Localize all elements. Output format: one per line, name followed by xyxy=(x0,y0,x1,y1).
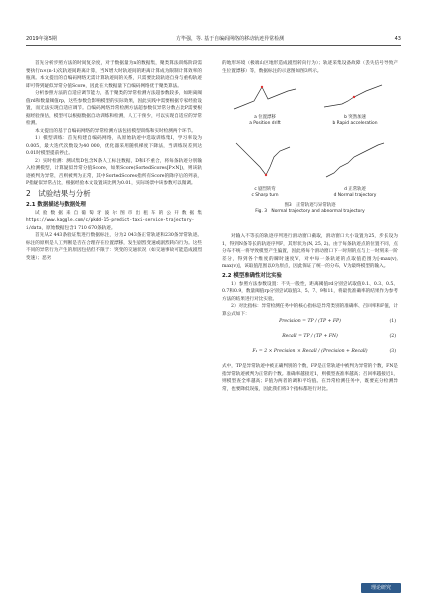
left-column xyxy=(26,60,202,262)
figure-caption-zh: 图3 正常轨迹与异常轨迹 xyxy=(284,203,336,208)
caption-c-zh: c 剧烈转弯 xyxy=(254,187,276,192)
equation-number: (1) xyxy=(389,319,396,324)
caption-a-zh: a 位置漂移 xyxy=(254,115,276,120)
position-drift-plot xyxy=(230,79,300,113)
equation-recall xyxy=(222,333,398,348)
paragraph: 首先从2 443条验证集进行数据标注，分为2 043条正常轨迹和230条异常轨迹。标注的原则是人工判断是否在合理存在位置漂移，发生剧烈变速或剧烈转向行为。这些不同的异常行为产生的原因包括但不限于：突变的交通状况（如交通事故可能造成剧烈变速）；恶劣 xyxy=(26,233,202,261)
paragraph: 首先分析步照方法的时间复杂度，对于数据量为n的数据集，聚类算法训练阶段需要执行n×(n-1)次轨迹间距离计算，当N增大时轨迹间的距离计算成为限制计算效率的瓶颈。本文提出的自编码网络无需计算轨迹间的关系，只需要比较轨迹自身与重构轨迹即可得到疑似异常分值Score，因此在大数据量下自编码网络优于聚类算法。 xyxy=(26,61,202,89)
dataset-text: 试验数据来自葡萄牙波尔图市出租车的公开数据集 xyxy=(35,210,202,216)
right-column xyxy=(222,60,398,393)
page-number: 43 xyxy=(394,36,401,42)
rapid-acceleration-plot xyxy=(320,79,390,113)
paragraph: 本文提出的基于自编码网络的异常检测方法包括模型训练和实时检测两个环节。 xyxy=(35,128,196,134)
equation-f1 xyxy=(222,348,398,363)
paragraph xyxy=(26,210,202,233)
equation-text: Recall = TP / (TP + FN) xyxy=(282,334,338,339)
caption-b-en: b Rapid acceleration xyxy=(332,120,378,126)
running-title: 方毕强，等. 基于自编码网络的移动轨迹异常检测 xyxy=(176,36,285,42)
dataset-url[interactable]: https://www.kaggle.com/c/pkdd-15-predict-taxi-service-trajectory-i/data xyxy=(26,218,195,231)
paragraph: 2）对比指标：异常检测任务中的核心指标是异常类别的准确率、召回率和F值，计算公式如下： xyxy=(222,304,398,317)
caption-b-zh: b 突然加速 xyxy=(344,115,366,120)
equation-text: Precision = TP / (TP + FP) xyxy=(279,319,341,324)
caption-c-en: c Sharp turn xyxy=(251,192,279,198)
normal-trajectory-plot xyxy=(320,137,390,183)
paragraph: 式中，TP是异常轨迹中被正确判别的个数，FP是正常轨迹中被判为异常的个数，FN是指异常轨迹被判为正常的个数。准确率越接近1，则模型查准率越高；召回率越接近1，则模型查全率越高；F值为两者的调和平均值。在异常检测任务中，既要充分检测异常，也要降低误报，因此我们将3个指标都进行对比。 xyxy=(222,364,398,392)
paragraph: 分析参照方法的自适应调节能力，基于聚类的异常检测方法超参数较多，如距离阈值rd和数量阈值rp，这些参数会影响模型的实际效果，因此实践中需要根据专家经验设置，而无法实现自适应调节。自编码网络异常检测方法超参数仅异常分数占比P需要根据经验预估，模型可以根据数据自动训练和检测，人工干预少，可以实现自适应的异常检测。 xyxy=(26,91,202,126)
paragraph: 的地形环境（极端山区地形造成剧烈转向行为）；轨迹采集设备故障（丢失信号导致产生位置漂移）等，数据标注的示意图如图3所示。 xyxy=(222,61,398,74)
subsection-heading: 2.1 数据描述与数据处理 xyxy=(26,201,86,208)
figure-caption-en: Fig. 3 Normal trajectory and abnormal trajectory xyxy=(255,208,365,214)
caption-a-en: a Position drift xyxy=(249,120,281,126)
equation-number: (2) xyxy=(389,334,396,339)
journal-logo: 理论研究 xyxy=(361,583,401,593)
caption-d-zh: d 正常轨迹 xyxy=(344,187,366,192)
paragraph: 2）实时检测：测试集D包含N条人工标注数据，D和I不重合，将每条轨迹分别输入检测模型，计算疑似异常分值Score，如果Score(SortedScores[P×N])，则该轨迹被判为异常，否则被判为正常，其中SortedScores指所有Score的降序后的列表，P指疑似异常占比，根据经验本文设置该比例为0.01，实际场景中该参数可以微调。 xyxy=(26,158,202,186)
figure-3 xyxy=(222,75,398,233)
equation-precision xyxy=(222,318,398,333)
sharp-turn-plot xyxy=(230,137,300,183)
paragraph: 对输入不等长的轨迹序列进行滑动窗口截取，滑动窗口大小设置为25，步长设为1，得到N条等长的轨迹序列F，其形状为(N, 25, 2)。由于每条轨迹点的位置不同，点分布不统一将导致模型产生偏置，因此将每个滑动窗口下一时刻的点与上一时刻来一阶差分，得到各个维度的瞬时速度V，对中每一条轨迹的点取值范围为[-max(v), max(v)]，该取值范围以0为原点，因此保证了统一的分布，V为最终模型的输入。 xyxy=(222,234,398,269)
caption-d-en: d Normal trajectory xyxy=(333,192,377,198)
paragraph: 1）模型训练：首先构建自编码网络，从原始轨迹中选取训练集I，学习率设为0.005，最大迭代次数设为40 000，优化器采用随机梯度下降法，当训练误差到达0.01时模型提前停止。 xyxy=(26,136,202,156)
equation-number: (3) xyxy=(389,349,396,354)
equation-text: F₁ = 2 × Precision × Recall / (Precision + Recall) xyxy=(252,349,368,354)
subsection-heading: 2.2 模型准确性对比实验 xyxy=(222,272,282,279)
section-heading: 2 试验结果与分析 xyxy=(26,188,91,198)
running-header xyxy=(26,36,401,46)
issue-label: 2019年第5期 xyxy=(26,36,57,42)
paragraph: 1）参照方法参数设置：不失一般性，距离阈值rd分别尝试取值0.1、0.3、0.5、0.7和0.9，数量阈值rp分别尝试取值3、5、7、9和11，将最优准确率的结果作为参考方法的结果进行对比实验。 xyxy=(222,281,398,302)
dataset-text-end: ，原始数据包含1 710 670条轨迹。 xyxy=(41,225,116,231)
